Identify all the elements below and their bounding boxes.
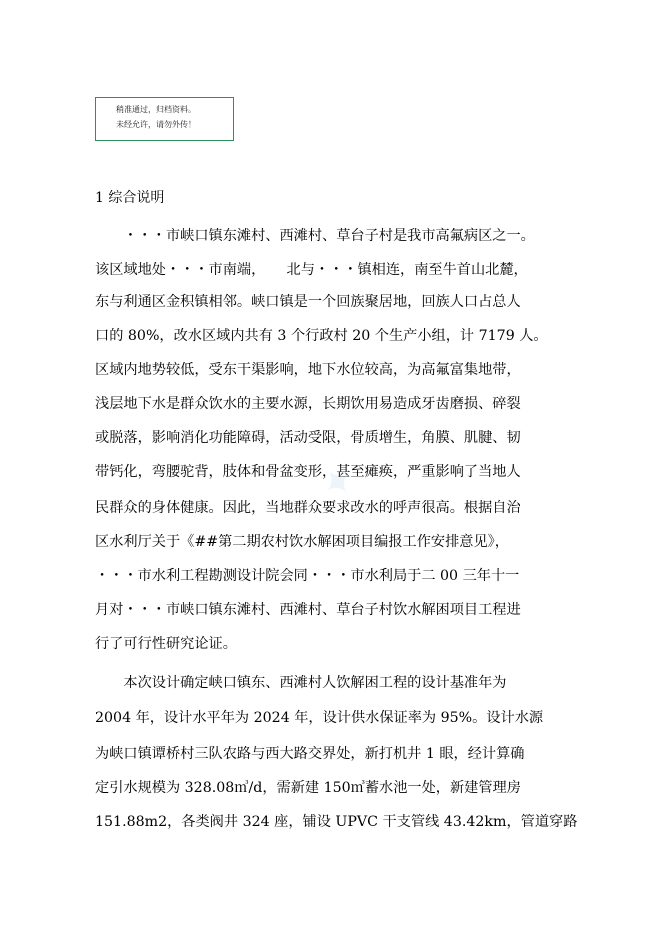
text-line: 或脱落，影响消化功能障碍，活动受限，骨质增生，角膜、肌腱、韧 [95,430,521,446]
text-line: 区域内地势较低，受东干渠影响，地下水位较高，为高氟富集地带， [95,362,521,378]
text-line: 行了可行性研究论证。 [95,636,237,652]
text-line: 151.88m2，各类阀井 324 座，铺设 UPVC 干支管线 43.42km，管道穿路 [95,814,578,830]
watermark-icon: ✦ [311,454,367,512]
text-line: ・・・市水利工程勘测设计院会同・・・市水利局于二 00 三年十一 [95,568,520,584]
stamp-line-2: 未经允许，请勿外传！ [116,120,196,129]
text-line: 月对・・・市峡口镇东滩村、西滩村、草台子村饮水解困项目工程进 [95,602,521,618]
text-line: 本次设计确定峡口镇东、西滩村人饮解困工程的设计基准年为 [95,675,507,691]
section-heading: 1 综合说明 [95,190,165,206]
text-line: 东与利通区金积镇相邻。峡口镇是一个回族聚居地，回族人口占总人 [95,294,521,310]
text-line: 口的 80%，改水区域内共有 3 个行政村 20 个生产小组，计 7179 人。 [95,328,548,344]
text-line: 为峡口镇谭桥村三队农路与西大路交界处，新打机井 1 眼，经计算确 [95,746,525,762]
text-line: 带钙化，弯腰驼背，肢体和骨盆变形，甚至瘫痪，严重影响了当地人 [95,464,521,480]
text-line: ・・・市峡口镇东滩村、西滩村、草台子村是我市高氟病区之一。 [95,228,535,244]
text-line: 民群众的身体健康。因此，当地群众要求改水的呼声很高。根据自治 [95,500,521,516]
approval-stamp [95,97,234,141]
text-line: 该区域地处・・・市南端， 北与・・・镇相连，南至牛首山北麓， [95,262,528,278]
text-line: 定引水规模为 328.08㎥/d，需新建 150㎥蓄水池一处，新建管理房 [95,780,521,796]
text-line: 浅层地下水是群众饮水的主要水源，长期饮用易造成牙齿磨损、碎裂 [95,396,521,412]
stamp-line-1: 稍准通过，归档资料。 [116,105,196,114]
text-line: 2004 年，设计水平年为 2024 年，设计供水保证率为 95%。设计水源 [95,710,544,726]
text-line: 区水利厅关于《##第二期农村饮水解困项目编报工作安排意见》， [95,534,509,550]
